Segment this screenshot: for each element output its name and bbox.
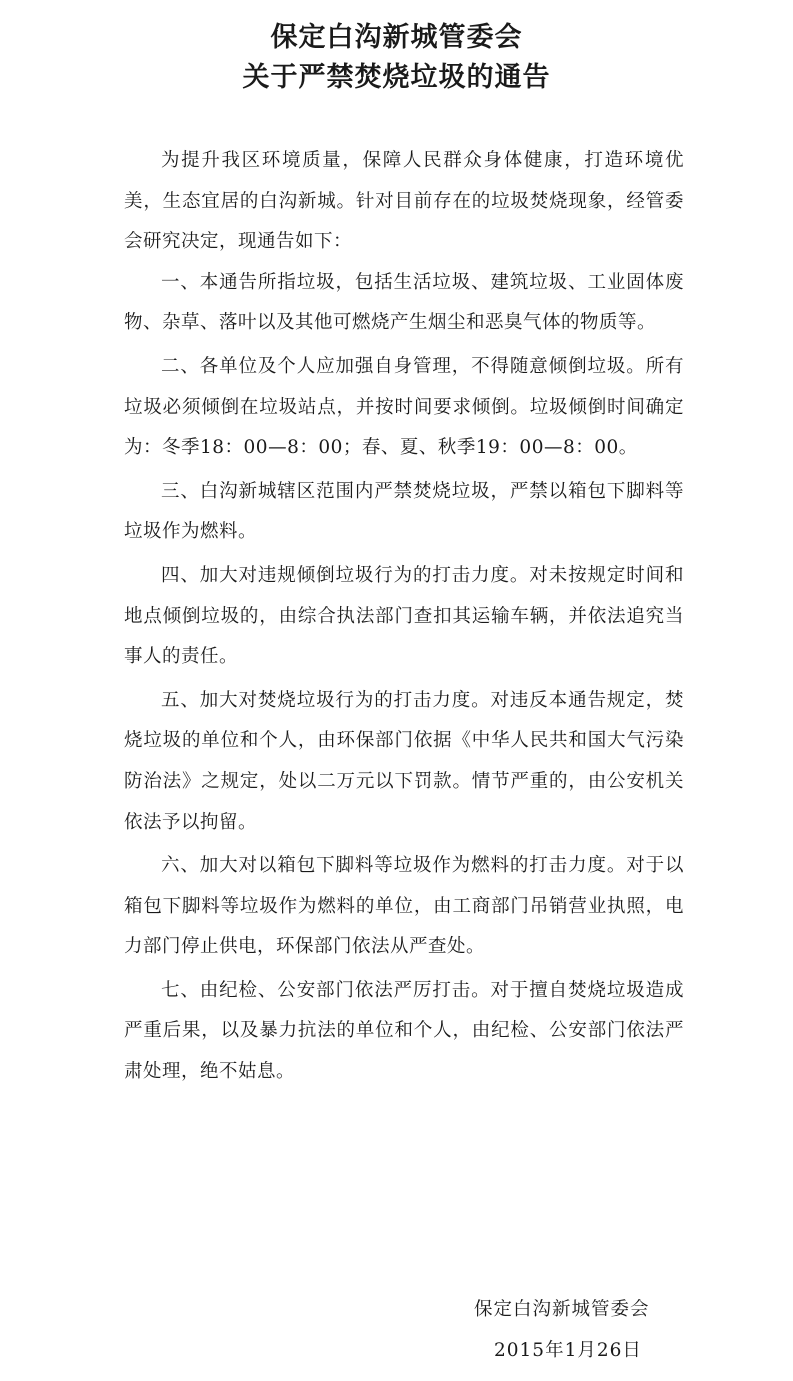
notice-body	[124, 141, 684, 1093]
clause-4-paragraph: 四、加大对违规倾倒垃圾行为的打击力度。对未按规定时间和地点倾倒垃圾的，由综合执法部门查扣其运输车辆，并依法追究当事人的责任。	[124, 564, 684, 668]
clause-6-paragraph: 六、加大对以箱包下脚料等垃圾作为燃料的打击力度。对于以箱包下脚料等垃圾作为燃料的单位，由工商部门吊销营业执照，电力部门停止供电，环保部门依法从严查处。	[124, 855, 684, 958]
clause-2-paragraph: 二、各单位及个人应加强自身管理，不得随意倾倒垃圾。所有垃圾必须倾倒在垃圾站点，并按时间要求倾倒。垃圾倾倒时间确定为：冬季18：00—8：00；春、夏、秋季19：00—8：00。	[124, 355, 684, 459]
notice-title-line-1: 保定白沟新城管委会	[270, 22, 523, 53]
clause-5-paragraph: 五、加大对焚烧垃圾行为的打击力度。对违反本通告规定，焚烧垃圾的单位和个人，由环保部门依据《中华人民共和国大气污染防治法》之规定，处以二万元以下罚款。情节严重的，由公安机关依法予以拘留。	[124, 689, 684, 833]
signature-date: 2015年1月26日	[494, 1340, 642, 1361]
notice-title-line-2: 关于严禁焚烧垃圾的通告	[242, 62, 551, 93]
clause-1-paragraph: 一、本通告所指垃圾，包括生活垃圾、建筑垃圾、工业固体废物、杂草、落叶以及其他可燃烧产生烟尘和恶臭气体的物质等。	[124, 271, 684, 334]
clause-7-paragraph: 七、由纪检、公安部门依法严厉打击。对于擅自焚烧垃圾造成严重后果，以及暴力抗法的单位和个人，由纪检、公安部门依法严肃处理，绝不姑息。	[124, 979, 684, 1083]
clause-3-paragraph: 三、白沟新城辖区范围内严禁焚烧垃圾，严禁以箱包下脚料等垃圾作为燃料。	[124, 480, 684, 543]
intro-paragraph: 为提升我区环境质量，保障人民群众身体健康，打造环境优美，生态宜居的白沟新城。针对目前存在的垃圾焚烧现象，经管委会研究决定，现通告如下：	[124, 150, 684, 253]
signature-organization: 保定白沟新城管委会	[474, 1299, 650, 1320]
